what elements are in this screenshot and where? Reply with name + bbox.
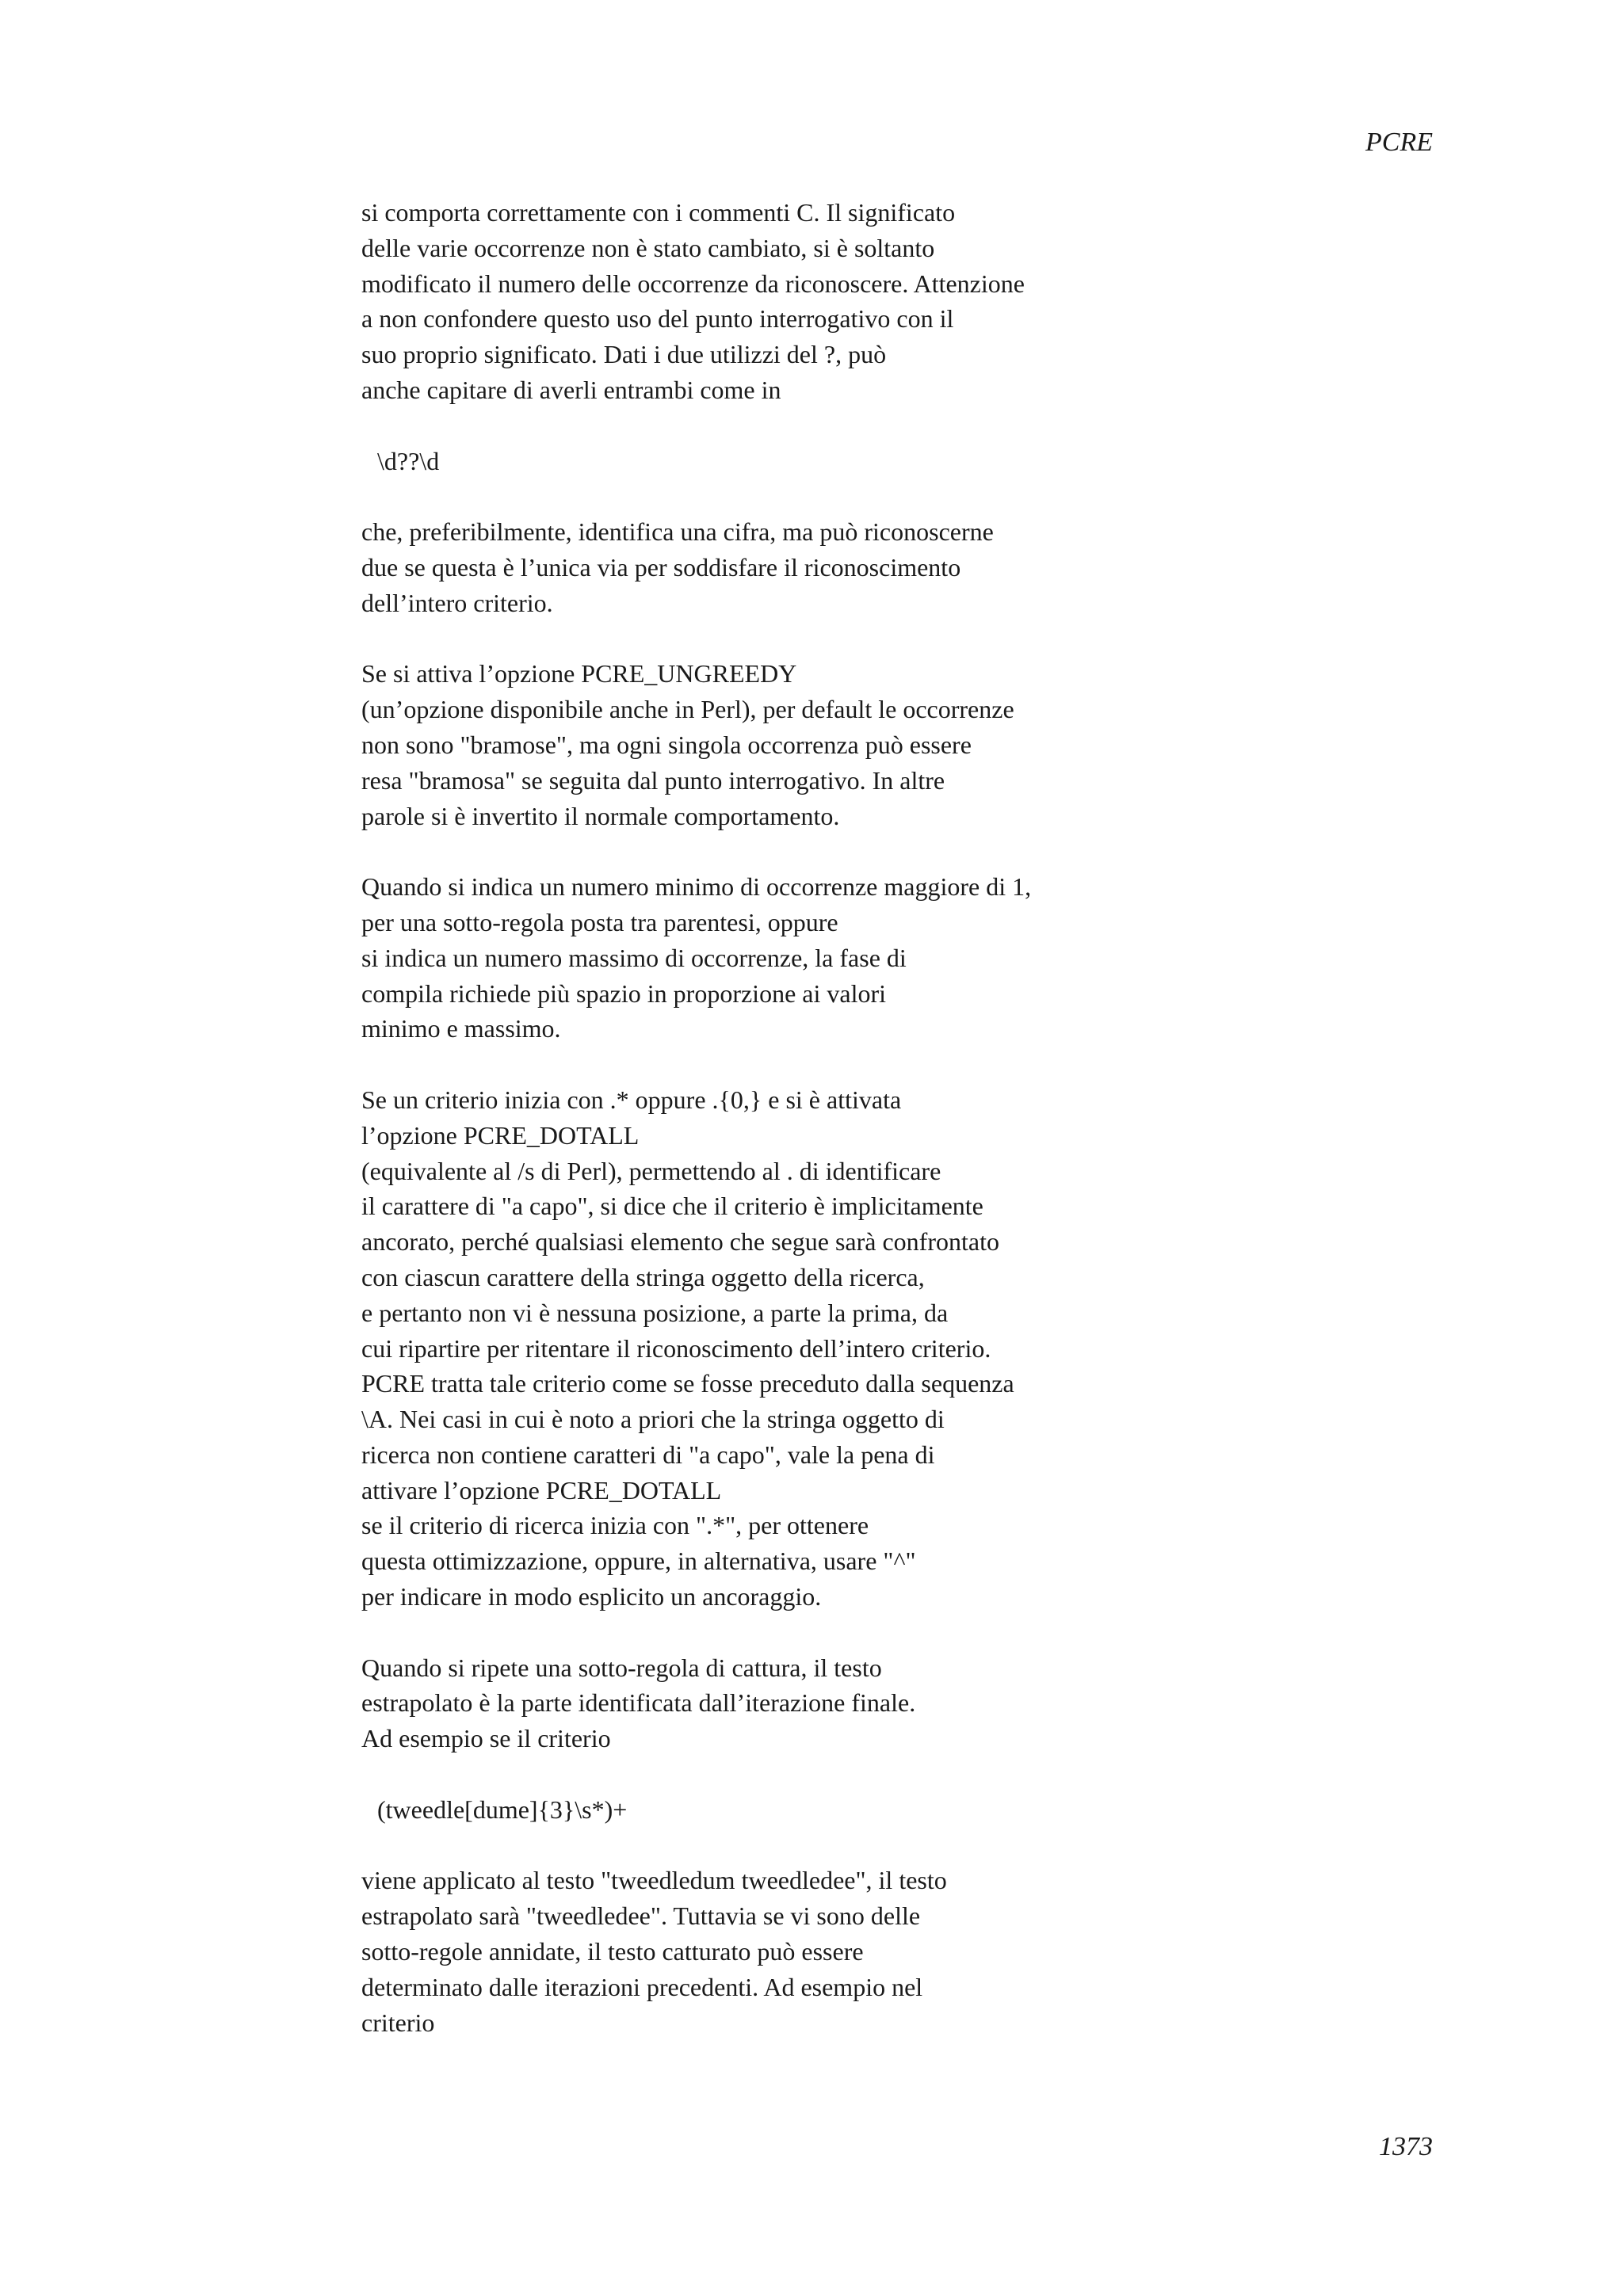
text-line: criterio (361, 2008, 435, 2037)
text-line: \A. Nei casi in cui è noto a priori che la stringa oggetto di (361, 1405, 945, 1434)
text-line: si indica un numero massimo di occorrenze, la fase di (361, 943, 907, 972)
text-line: non sono "bramose", ma ogni singola occorrenza può essere (361, 730, 972, 759)
text-line: l’opzione PCRE_DOTALL (361, 1120, 640, 1150)
text-line: per indicare in modo esplicito un ancoraggio. (361, 1582, 822, 1611)
paragraph (361, 869, 1312, 1047)
text-line: minimo e massimo. (361, 1014, 561, 1043)
text-line: questa ottimizzazione, oppure, in alternativa, usare "^" (361, 1547, 916, 1576)
text-line: a non confondere questo uso del punto interrogativo con il (361, 304, 954, 334)
text-line: due se questa è l’unica via per soddisfare il riconoscimento (361, 552, 961, 582)
text-line: suo proprio significato. Dati i due utilizzi del ?, può (361, 340, 887, 369)
text-line: estrapolato è la parte identificata dall’iterazione finale. (361, 1688, 916, 1718)
text-line: anche capitare di averli entrambi come in (361, 375, 781, 404)
text-line: con ciascun carattere della stringa oggetto della ricerca, (361, 1262, 925, 1291)
text-line: PCRE tratta tale criterio come se fosse preceduto dalla sequenza (361, 1369, 1014, 1398)
text-line: parole si è invertito il normale comportamento. (361, 801, 840, 830)
paragraph (361, 195, 1312, 408)
text-line: resa "bramosa" se seguita dal punto interrogativo. In altre (361, 765, 945, 795)
paragraph (361, 656, 1312, 833)
paragraph (361, 1082, 1312, 1615)
text-line: (un’opzione disponibile anche in Perl), per default le occorrenze (361, 695, 1014, 724)
text-line: determinato dalle iterazioni precedenti. Ad esempio nel (361, 1972, 923, 2001)
text-line: per una sotto-regola posta tra parentesi, oppure (361, 907, 838, 936)
text-line: compila richiede più spazio in proporzione ai valori (361, 978, 886, 1008)
text-line: dell’intero criterio. (361, 588, 553, 617)
text-line: che, preferibilmente, identifica una cifra, ma può riconoscerne (361, 517, 994, 547)
text-line: ricerca non contiene caratteri di "a capo", vale la pena di (361, 1440, 935, 1469)
text-line: ancorato, perché qualsiasi elemento che segue sarà confrontato (361, 1227, 999, 1257)
paragraph (361, 1650, 1312, 1756)
text-line: cui ripartire per ritentare il riconoscimento dell’intero criterio. (361, 1333, 991, 1363)
text-line: se il criterio di ricerca inizia con ".*", per ottenere (361, 1511, 869, 1540)
text-line: delle varie occorrenze non è stato cambiato, si è soltanto (361, 233, 935, 262)
text-line: Se si attiva l’opzione PCRE_UNGREEDY (361, 659, 797, 688)
text-line: attivare l’opzione PCRE_DOTALL (361, 1475, 722, 1505)
text-line: (equivalente al /s di Perl), permettendo al . di identificare (361, 1156, 941, 1185)
text-line: estrapolato sarà "tweedledee". Tuttavia se vi sono delle (361, 1901, 921, 1931)
body-text (361, 195, 1312, 2040)
page-number: 1373 (1379, 2132, 1433, 2161)
text-line: viene applicato al testo "tweedledum tweedledee", il testo (361, 1866, 947, 1895)
text-line: il carattere di "a capo", si dice che il criterio è implicitamente (361, 1192, 983, 1221)
text-line: si comporta correttamente con i commenti C. Il significato (361, 198, 956, 227)
paragraph (361, 514, 1312, 620)
running-header-title: PCRE (1365, 128, 1433, 157)
text-line: Quando si ripete una sotto-regola di cattura, il testo (361, 1653, 882, 1682)
text-line: sotto-regole annidate, il testo catturato può essere (361, 1937, 864, 1966)
code-example: (tweedle[dume]{3}\s*)+ (377, 1794, 628, 1824)
text-line: Ad esempio se il criterio (361, 1724, 611, 1753)
text-line: modificato il numero delle occorrenze da riconoscere. Attenzione (361, 269, 1025, 298)
paragraph (361, 1863, 1312, 2040)
text-line: e pertanto non vi è nessuna posizione, a parte la prima, da (361, 1298, 949, 1327)
text-line: Quando si indica un numero minimo di occorrenze maggiore di 1, (361, 872, 1032, 902)
text-line: Se un criterio inizia con .* oppure .{0,} e si è attivata (361, 1085, 902, 1114)
code-example: \d??\d (377, 446, 440, 475)
